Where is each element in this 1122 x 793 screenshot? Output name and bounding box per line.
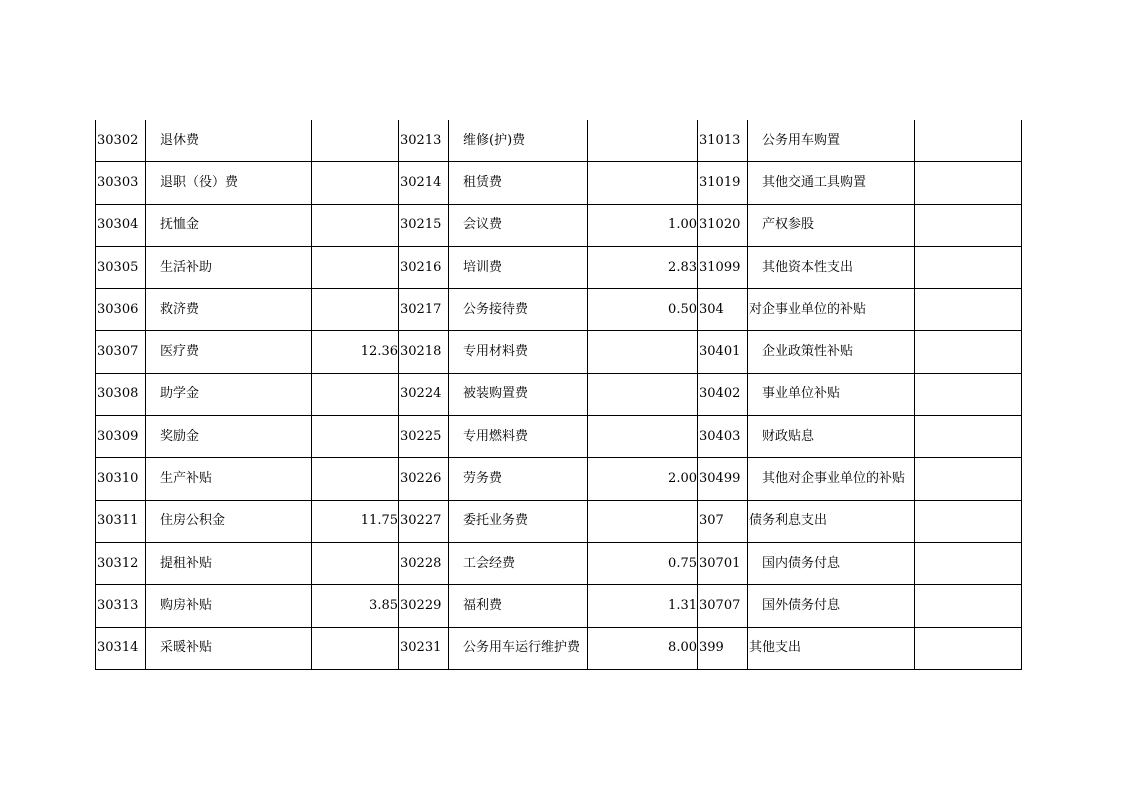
- code-cell: 31020: [698, 204, 748, 246]
- amount-cell: [312, 458, 399, 500]
- name-cell: 国内债务付息: [748, 542, 915, 584]
- name-cell: 对企事业单位的补贴: [748, 289, 915, 331]
- code-cell: 30214: [399, 162, 449, 204]
- amount-cell: 11.75: [312, 500, 399, 542]
- name-cell: 其他支出: [748, 627, 915, 669]
- amount-cell: [588, 162, 698, 204]
- name-cell: 住房公积金: [146, 500, 312, 542]
- name-cell: 劳务费: [449, 458, 588, 500]
- code-cell: 307: [698, 500, 748, 542]
- name-cell: 租赁费: [449, 162, 588, 204]
- code-cell: 30306: [96, 289, 146, 331]
- amount-cell: [915, 289, 1022, 331]
- name-cell: 国外债务付息: [748, 585, 915, 627]
- code-cell: 30403: [698, 416, 748, 458]
- code-cell: 30224: [399, 373, 449, 415]
- name-cell: 退职（役）费: [146, 162, 312, 204]
- amount-cell: 0.75: [588, 542, 698, 584]
- amount-cell: [915, 416, 1022, 458]
- amount-cell: [312, 120, 399, 162]
- table-row: [96, 289, 1022, 331]
- amount-cell: [588, 416, 698, 458]
- table-row: [96, 627, 1022, 669]
- code-cell: 304: [698, 289, 748, 331]
- code-cell: 30701: [698, 542, 748, 584]
- code-cell: 30307: [96, 331, 146, 373]
- name-cell: 企业政策性补贴: [748, 331, 915, 373]
- name-cell: 维修(护)费: [449, 120, 588, 162]
- amount-cell: [588, 331, 698, 373]
- name-cell: 专用材料费: [449, 331, 588, 373]
- code-cell: 30231: [399, 627, 449, 669]
- amount-cell: 1.00: [588, 204, 698, 246]
- table-row: [96, 585, 1022, 627]
- name-cell: 抚恤金: [146, 204, 312, 246]
- amount-cell: 1.31: [588, 585, 698, 627]
- code-cell: 31019: [698, 162, 748, 204]
- name-cell: 其他交通工具购置: [748, 162, 915, 204]
- code-cell: 30218: [399, 331, 449, 373]
- name-cell: 提租补贴: [146, 542, 312, 584]
- code-cell: 30402: [698, 373, 748, 415]
- table-row: [96, 458, 1022, 500]
- name-cell: 生活补助: [146, 246, 312, 288]
- table-body: [96, 120, 1022, 669]
- code-cell: 30213: [399, 120, 449, 162]
- code-cell: 30310: [96, 458, 146, 500]
- amount-cell: [915, 331, 1022, 373]
- code-cell: 30228: [399, 542, 449, 584]
- code-cell: 30304: [96, 204, 146, 246]
- code-cell: 30302: [96, 120, 146, 162]
- table-row: [96, 542, 1022, 584]
- table-row: [96, 120, 1022, 162]
- amount-cell: [312, 162, 399, 204]
- name-cell: 工会经费: [449, 542, 588, 584]
- code-cell: 30303: [96, 162, 146, 204]
- amount-cell: [312, 289, 399, 331]
- table-row: [96, 500, 1022, 542]
- code-cell: 399: [698, 627, 748, 669]
- amount-cell: [312, 204, 399, 246]
- amount-cell: [915, 627, 1022, 669]
- code-cell: 30229: [399, 585, 449, 627]
- amount-cell: 2.00: [588, 458, 698, 500]
- amount-cell: [915, 458, 1022, 500]
- code-cell: 31099: [698, 246, 748, 288]
- code-cell: 30312: [96, 542, 146, 584]
- name-cell: 会议费: [449, 204, 588, 246]
- amount-cell: 8.00: [588, 627, 698, 669]
- name-cell: 奖励金: [146, 416, 312, 458]
- code-cell: 30216: [399, 246, 449, 288]
- amount-cell: 0.50: [588, 289, 698, 331]
- amount-cell: 12.36: [312, 331, 399, 373]
- amount-cell: [312, 246, 399, 288]
- code-cell: 30309: [96, 416, 146, 458]
- amount-cell: [588, 373, 698, 415]
- name-cell: 其他对企事业单位的补贴: [748, 458, 915, 500]
- amount-cell: [915, 204, 1022, 246]
- code-cell: 30225: [399, 416, 449, 458]
- amount-cell: [915, 542, 1022, 584]
- amount-cell: [915, 585, 1022, 627]
- name-cell: 公务用车购置: [748, 120, 915, 162]
- name-cell: 专用燃料费: [449, 416, 588, 458]
- code-cell: 30308: [96, 373, 146, 415]
- amount-cell: 3.85: [312, 585, 399, 627]
- code-cell: 30314: [96, 627, 146, 669]
- name-cell: 被装购置费: [449, 373, 588, 415]
- name-cell: 福利费: [449, 585, 588, 627]
- name-cell: 培训费: [449, 246, 588, 288]
- name-cell: 其他资本性支出: [748, 246, 915, 288]
- amount-cell: [915, 500, 1022, 542]
- name-cell: 财政贴息: [748, 416, 915, 458]
- table-row: [96, 416, 1022, 458]
- code-cell: 30499: [698, 458, 748, 500]
- code-cell: 30215: [399, 204, 449, 246]
- name-cell: 事业单位补贴: [748, 373, 915, 415]
- code-cell: 31013: [698, 120, 748, 162]
- name-cell: 购房补贴: [146, 585, 312, 627]
- table-row: [96, 246, 1022, 288]
- code-cell: 30311: [96, 500, 146, 542]
- amount-cell: [312, 627, 399, 669]
- code-cell: 30707: [698, 585, 748, 627]
- name-cell: 公务接待费: [449, 289, 588, 331]
- code-cell: 30227: [399, 500, 449, 542]
- name-cell: 委托业务费: [449, 500, 588, 542]
- table-row: [96, 204, 1022, 246]
- name-cell: 退休费: [146, 120, 312, 162]
- table-row: [96, 331, 1022, 373]
- name-cell: 助学金: [146, 373, 312, 415]
- amount-cell: [915, 246, 1022, 288]
- amount-cell: [915, 162, 1022, 204]
- name-cell: 债务利息支出: [748, 500, 915, 542]
- name-cell: 采暖补贴: [146, 627, 312, 669]
- table-row: [96, 162, 1022, 204]
- amount-cell: 2.83: [588, 246, 698, 288]
- name-cell: 公务用车运行维护费: [449, 627, 588, 669]
- amount-cell: [915, 120, 1022, 162]
- amount-cell: [312, 416, 399, 458]
- name-cell: 生产补贴: [146, 458, 312, 500]
- code-cell: 30313: [96, 585, 146, 627]
- code-cell: 30401: [698, 331, 748, 373]
- name-cell: 产权参股: [748, 204, 915, 246]
- amount-cell: [588, 500, 698, 542]
- expenditure-table: [95, 120, 1022, 670]
- code-cell: 30226: [399, 458, 449, 500]
- table-row: [96, 373, 1022, 415]
- amount-cell: [312, 373, 399, 415]
- name-cell: 救济费: [146, 289, 312, 331]
- code-cell: 30305: [96, 246, 146, 288]
- amount-cell: [312, 542, 399, 584]
- amount-cell: [588, 120, 698, 162]
- name-cell: 医疗费: [146, 331, 312, 373]
- amount-cell: [915, 373, 1022, 415]
- code-cell: 30217: [399, 289, 449, 331]
